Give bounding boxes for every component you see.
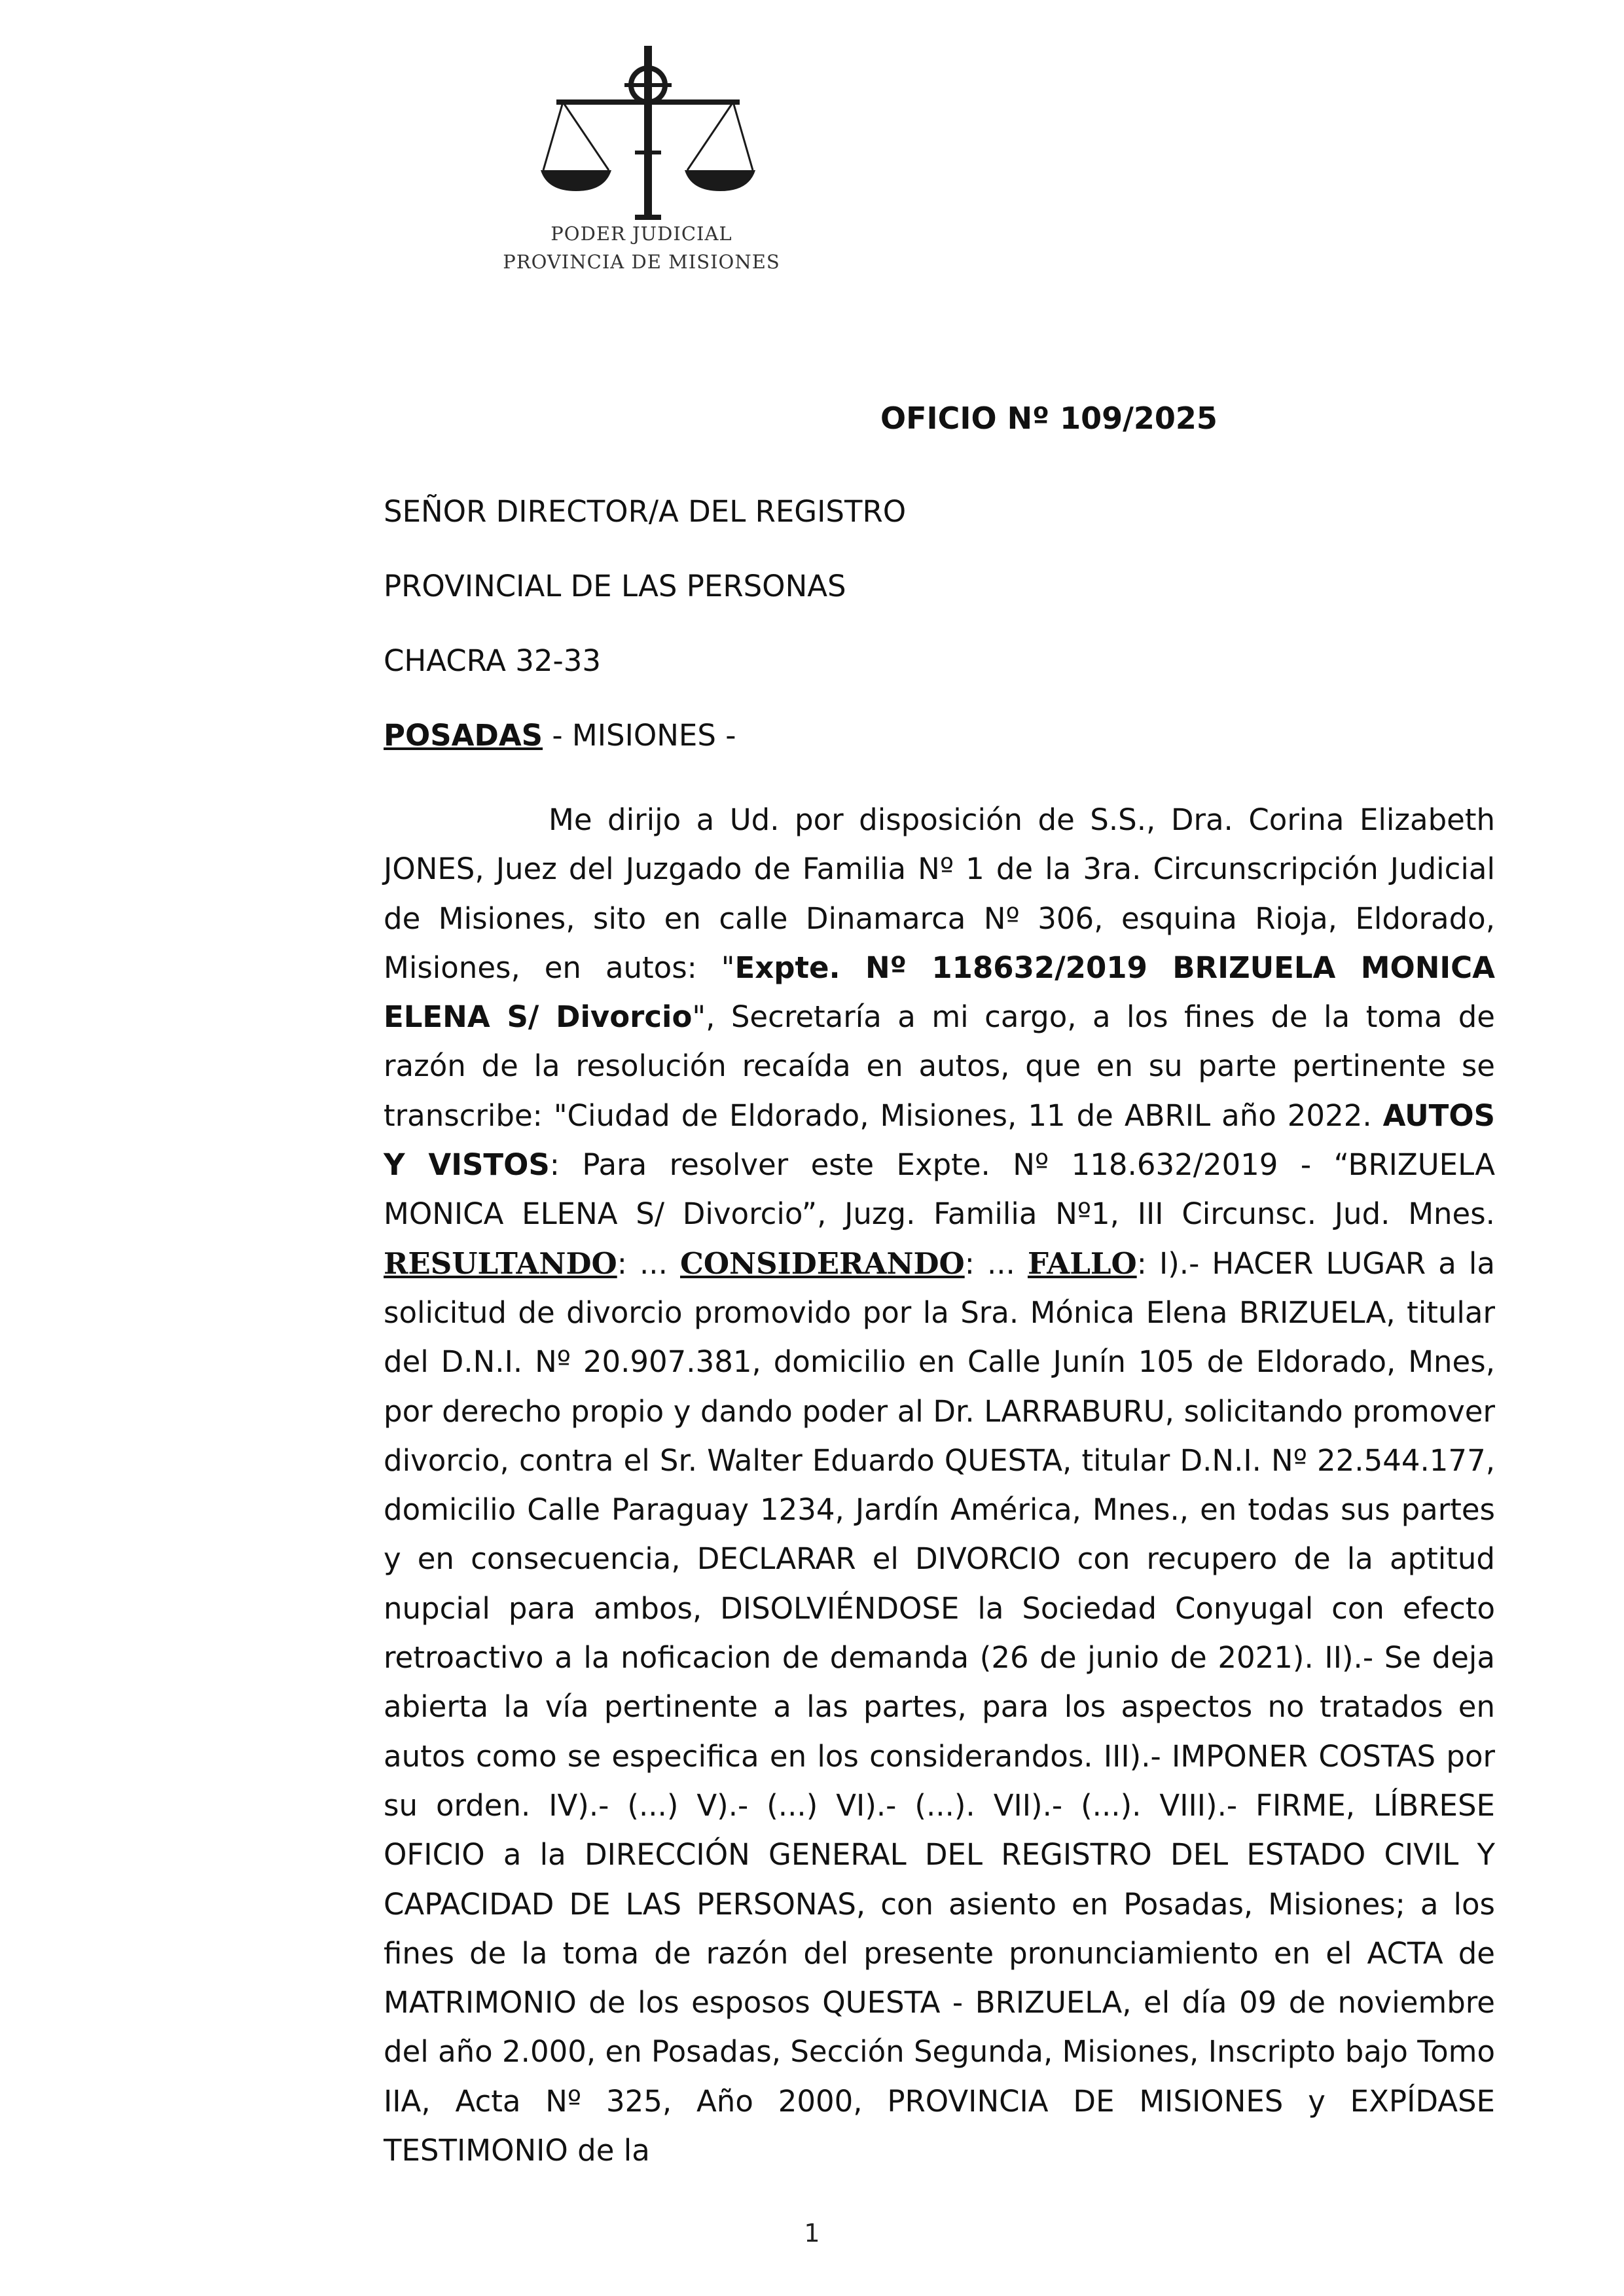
page-number: 1 bbox=[804, 2219, 820, 2248]
oficio-number: OFICIO Nº 109/2025 bbox=[880, 401, 1218, 436]
emblem-caption-line2: PROVINCIA DE MISIONES bbox=[503, 251, 780, 273]
body-p4: : ... bbox=[617, 1246, 680, 1281]
recipient-city-line bbox=[384, 718, 736, 753]
scales-of-justice-icon bbox=[537, 39, 759, 242]
considerando-heading: CONSIDERANDO bbox=[680, 1246, 965, 1281]
body-p3: : Para resolver este Expte. Nº 118.632/2019 - “BRIZUELA MONICA ELENA S/ Divorcio”, Juzg. Familia Nº1, III Circunsc. Jud. Mnes. bbox=[384, 1147, 1496, 1232]
body-p6: : I).- HACER LUGAR a la solicitud de divorcio promovido por la Sra. Mónica Elena BRIZUELA, titular del D.N.I. Nº 20.907.381, domicilio en Calle Junín 105 de Eldorado, Mnes, por derecho propio y dando poder al Dr. LARRABURU, solicitando promover divorcio, contra el Sr. Walter Eduardo QUESTA, titular D.N.I. Nº 22.544.177, domicilio Calle Paraguay 1234, Jardín América, Mnes., en todas sus partes y en consecuencia, DECLARAR el DIVORCIO con recupero de la aptitud nupcial para ambos, DISOLVIÉNDOSE la Sociedad Conyugal con efecto retroactivo a la noficacion de demanda (26 de junio de 2021). II).- Se deja abierta la vía pertinente a las partes, para los aspectos no tratados en autos como se especifica en los considerandos. III).- IMPONER COSTAS por su orden. IV).- (...) V).- (...) VI).- (...). VII).- (...). VIII).- FIRME, LÍBRESE OFICIO a la DIRECCIÓN GENERAL DEL REGISTRO DEL ESTADO CIVIL Y CAPACIDAD DE LAS PERSONAS, con asiento en Posadas, Misiones; a los fines de la toma de razón del presente pronunciamiento en el ACTA de MATRIMONIO de los esposos QUESTA - BRIZUELA, el día 09 de noviembre del año 2.000, en Posadas, Sección Segunda, Misiones, Inscripto bajo Tomo IIA, Acta Nº 325, Año 2000, PROVINCIA DE MISIONES y EXPÍDASE TESTIMONIO de la bbox=[384, 1246, 1495, 2168]
recipient-line2: PROVINCIAL DE LAS PERSONAS bbox=[384, 569, 846, 603]
recipient-line1: SEÑOR DIRECTOR/A DEL REGISTRO bbox=[384, 494, 907, 529]
case-reference: Expte. Nº 118632/2019 BRIZUELA MONICA ELENA S/ Divorcio bbox=[384, 950, 1495, 1035]
recipient-city: POSADAS bbox=[384, 718, 543, 753]
body-p5: : ... bbox=[964, 1246, 1028, 1281]
fallo-heading: FALLO bbox=[1027, 1246, 1137, 1281]
emblem-caption-line1: PODER JUDICIAL bbox=[550, 223, 732, 245]
resultando-heading: RESULTANDO bbox=[384, 1246, 617, 1281]
letter-body bbox=[384, 795, 1495, 2175]
recipient-province: - MISIONES - bbox=[543, 718, 736, 753]
body-p1: Me dirijo a Ud. por disposición de S.S., Dra. Corina Elizabeth JONES, Juez del Juzgado de Familia Nº 1 de la 3ra. Circunscripción Judicial de Misiones, sito en calle Dinamarca Nº 306, esquina Rioja, Eldorado, Misiones, en autos: " bbox=[384, 802, 1495, 985]
autos-y-vistos-heading: AUTOS Y VISTOS bbox=[384, 1098, 1495, 1183]
recipient-address: CHACRA 32-33 bbox=[384, 643, 601, 678]
body-p2: ", Secretaría a mi cargo, a los fines de la toma de razón de la resolución recaída en autos, que en su parte pertinente se transcribe: "Ciudad de Eldorado, Misiones, 11 de ABRIL año 2022. bbox=[384, 999, 1495, 1133]
